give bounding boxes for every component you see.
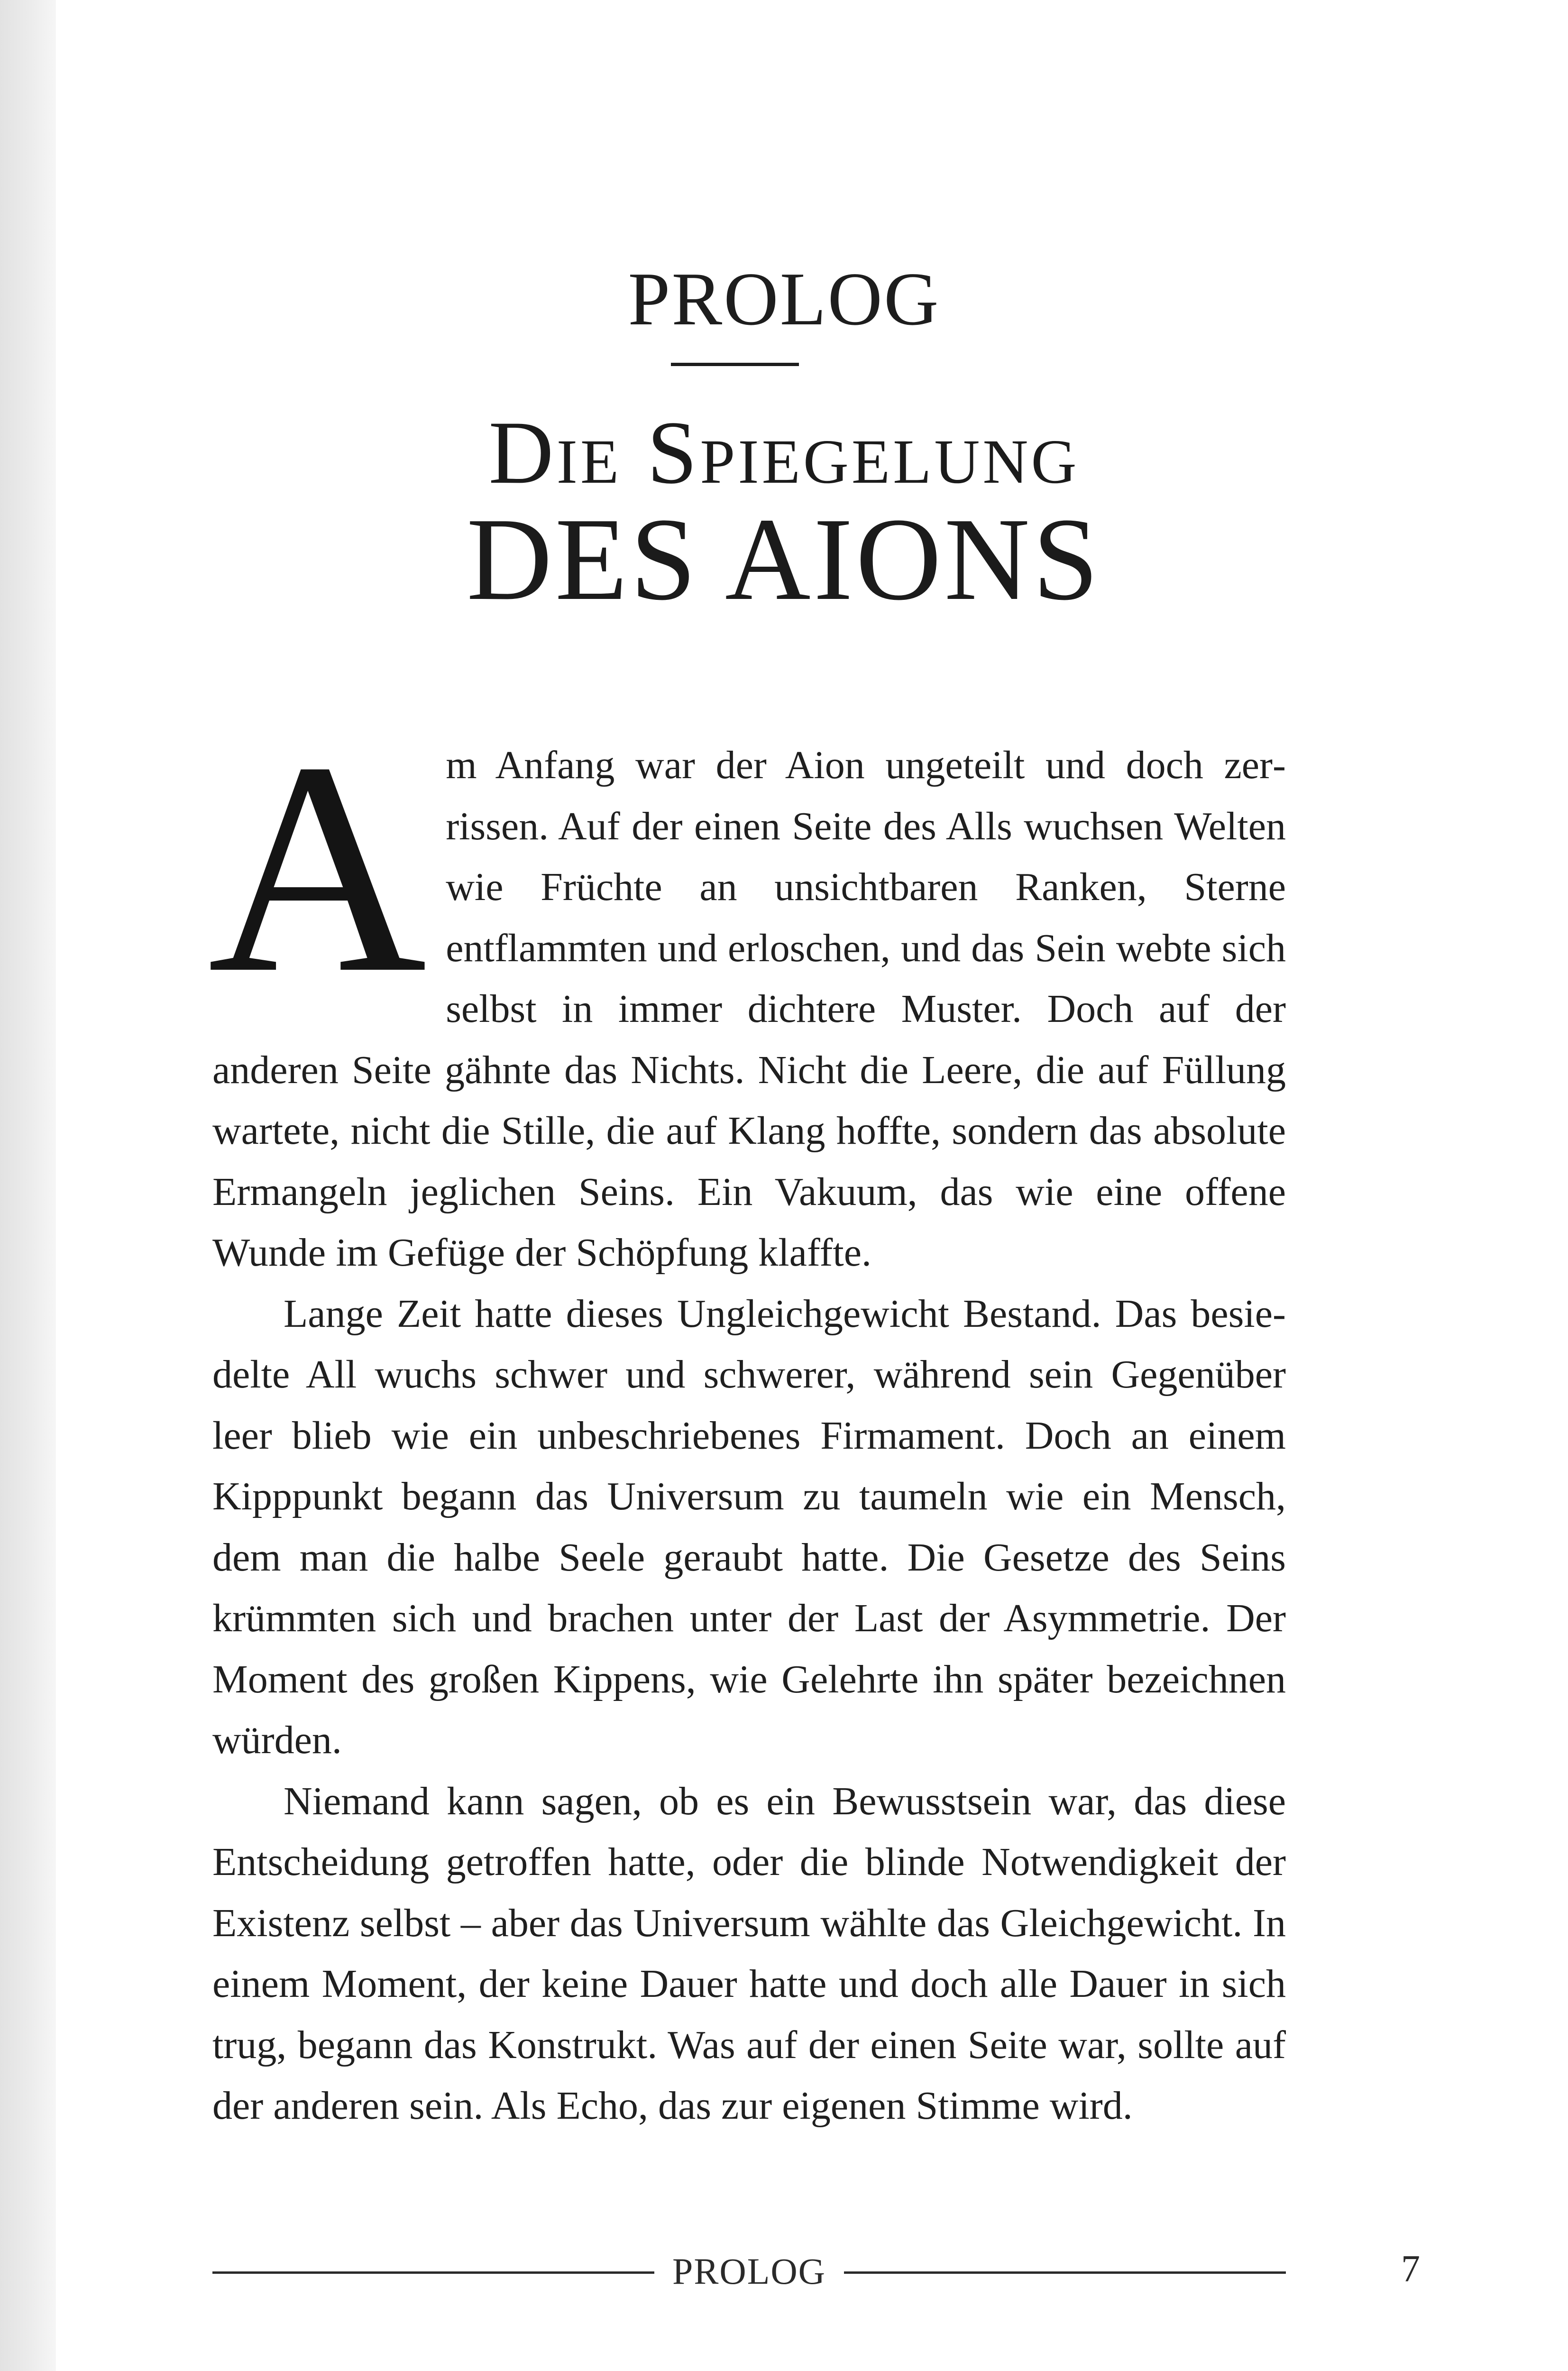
drop-cap: A xyxy=(208,700,427,1036)
paragraph-3: Niemand kann sagen, ob es ein Bewusstsein war, das diese Entscheidung getroffen hatte, oder die blinde Notwendigkeit der Existenz selbst – aber das Universum wählte das Gleichgewicht. In einem Moment, der keine Dauer hatte und doch alle Dauer in sich trug, begann das Konstrukt. Was auf der einen Seite war, sollte auf der anderen sein. Als Echo, das zur eigenen Stimme wird. xyxy=(212,1779,1286,2128)
paragraph-1-text: m Anfang war der Aion ungeteilt und doch zerrissen. Auf der einen Seite des Alls wuchsen Welten wie Früchte an unsichtbaren Ranken, Sterne entflammten und erloschen, und das Sein webte sich selbst in immer dichtere Muster. Doch auf der anderen Seite gähnte das Nichts. Nicht die Leere, die auf Füllung wartete, nicht die Stille, die auf Klang hoffte, sondern das absolute Ermangeln jeglichen Seins. Ein Vakuum, das wie eine offene Wunde im Gefüge der Schöpfung klaffte. xyxy=(212,743,1286,1275)
page-number: 7 xyxy=(1401,2248,1420,2290)
chapter-title-line-2: DES AIONS xyxy=(467,494,1101,625)
footer-rule-right xyxy=(844,2271,1286,2274)
chapter-title-line-1: Die Spiegelung xyxy=(488,403,1080,503)
body-text xyxy=(208,700,1286,2137)
footer-rule-left xyxy=(212,2271,654,2274)
binding-gutter xyxy=(0,0,56,2371)
title-divider xyxy=(671,363,799,366)
paragraph-2: Lange Zeit hatte dieses Ungleichgewicht Bestand. Das besiedelte All wuchs schwer und schwerer, während sein Gegenüber leer blieb wie ein unbeschriebenes Firmament. Doch an einem Kipppunkt begann das Universum zu taumeln wie ein Mensch, dem man die halbe Seele geraubt hatte. Die Gesetze des Seins krümmten sich und brachen unter der Last der Asymmetrie. Der Moment des großen Kippens, wie Gelehrte ihn später bezeichnen würden. xyxy=(212,1291,1286,1762)
chapter-label: PROLOG xyxy=(628,257,940,341)
running-head: PROLOG xyxy=(672,2251,826,2292)
paragraph-1 xyxy=(208,700,1286,1284)
